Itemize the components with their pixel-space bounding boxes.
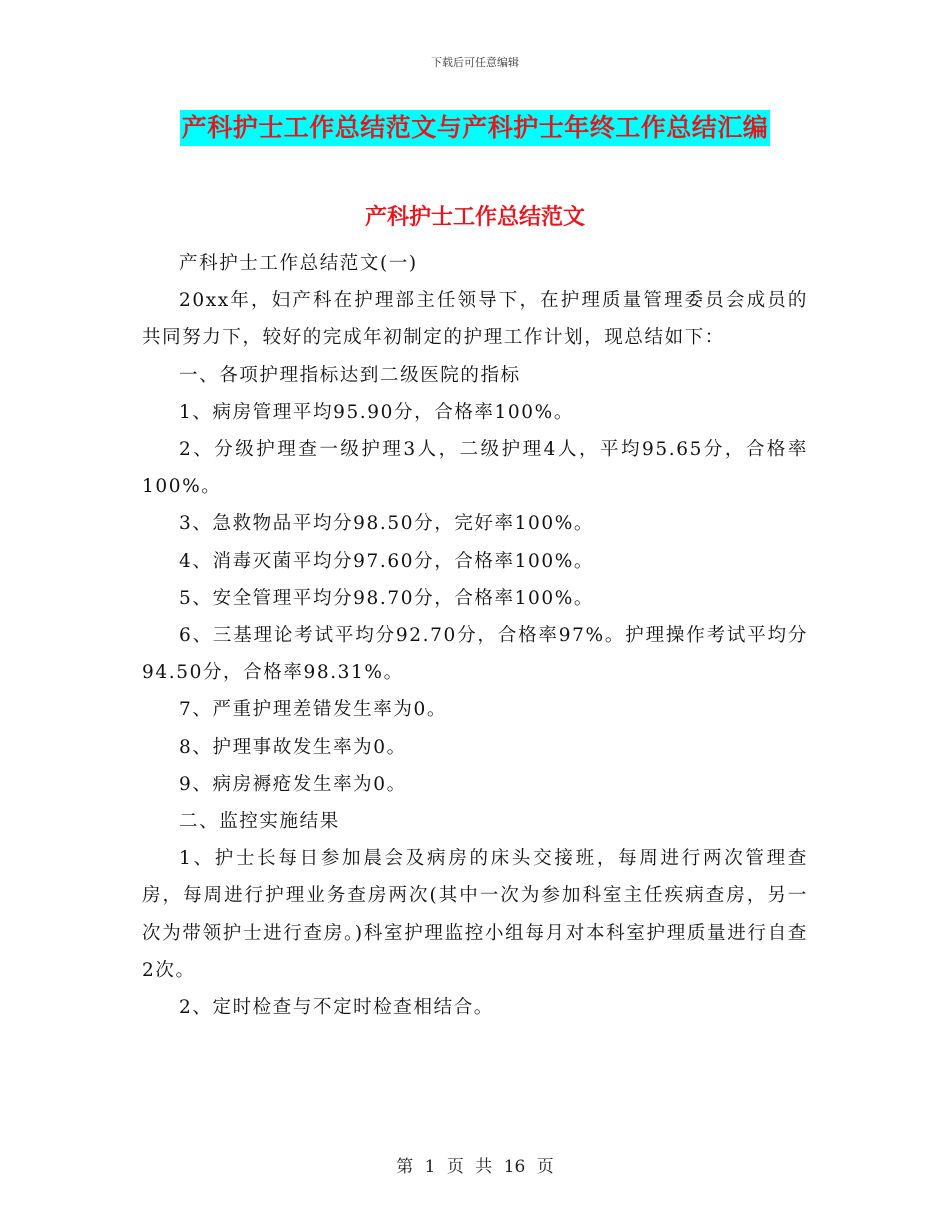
paragraph: 8、护理事故发生率为0。 bbox=[179, 736, 407, 758]
paragraph: 2、分级护理查一级护理3人，二级护理4人，平均95.65分，合格率100%。 bbox=[142, 439, 808, 498]
document-title bbox=[0, 110, 950, 146]
paragraph: 1、护士长每日参加晨会及病房的床头交接班，每周进行两次管理查房，每周进行护理业务查房两次(其中一次为参加科室主任疾病查房，另一次为带领护士进行查房。)科室护理监控小组每月对本科室护理质量进行自查2次。 bbox=[142, 848, 808, 981]
section-title: 产科护士工作总结范文 bbox=[364, 204, 585, 230]
page-number: 第 1 页 共 16 页 bbox=[396, 1157, 554, 1177]
paragraph: 20xx年，妇产科在护理部主任领导下，在护理质量管理委员会成员的共同努力下，较好的完成年初制定的护理工作计划，现总结如下： bbox=[142, 290, 808, 349]
paragraph: 3、急救物品平均分98.50分，完好率100%。 bbox=[179, 513, 595, 535]
paragraph: 一、各项护理指标达到二级医院的指标 bbox=[179, 364, 521, 386]
paragraph: 2、定时检查与不定时检查相结合。 bbox=[179, 997, 494, 1019]
paragraph: 9、病房褥疮发生率为0。 bbox=[179, 773, 407, 795]
paragraph: 4、消毒灭菌平均分97.60分，合格率100%。 bbox=[179, 550, 595, 572]
header-note: 下载后可任意编辑 bbox=[431, 56, 519, 69]
document-body bbox=[142, 245, 808, 1026]
paragraph: 5、安全管理平均分98.70分，合格率100%。 bbox=[179, 587, 595, 609]
paragraph: 1、病房管理平均95.90分，合格率100%。 bbox=[179, 401, 574, 423]
document-title-text: 产科护士工作总结范文与产科护士年终工作总结汇编 bbox=[180, 110, 771, 146]
paragraph: 7、严重护理差错发生率为0。 bbox=[179, 699, 447, 721]
paragraph: 二、监控实施结果 bbox=[179, 811, 340, 833]
paragraph: 6、三基理论考试平均分92.70分，合格率97%。护理操作考试平均分94.50分，合格率98.31%。 bbox=[142, 625, 808, 684]
paragraph: 产科护士工作总结范文(一) bbox=[179, 253, 418, 274]
